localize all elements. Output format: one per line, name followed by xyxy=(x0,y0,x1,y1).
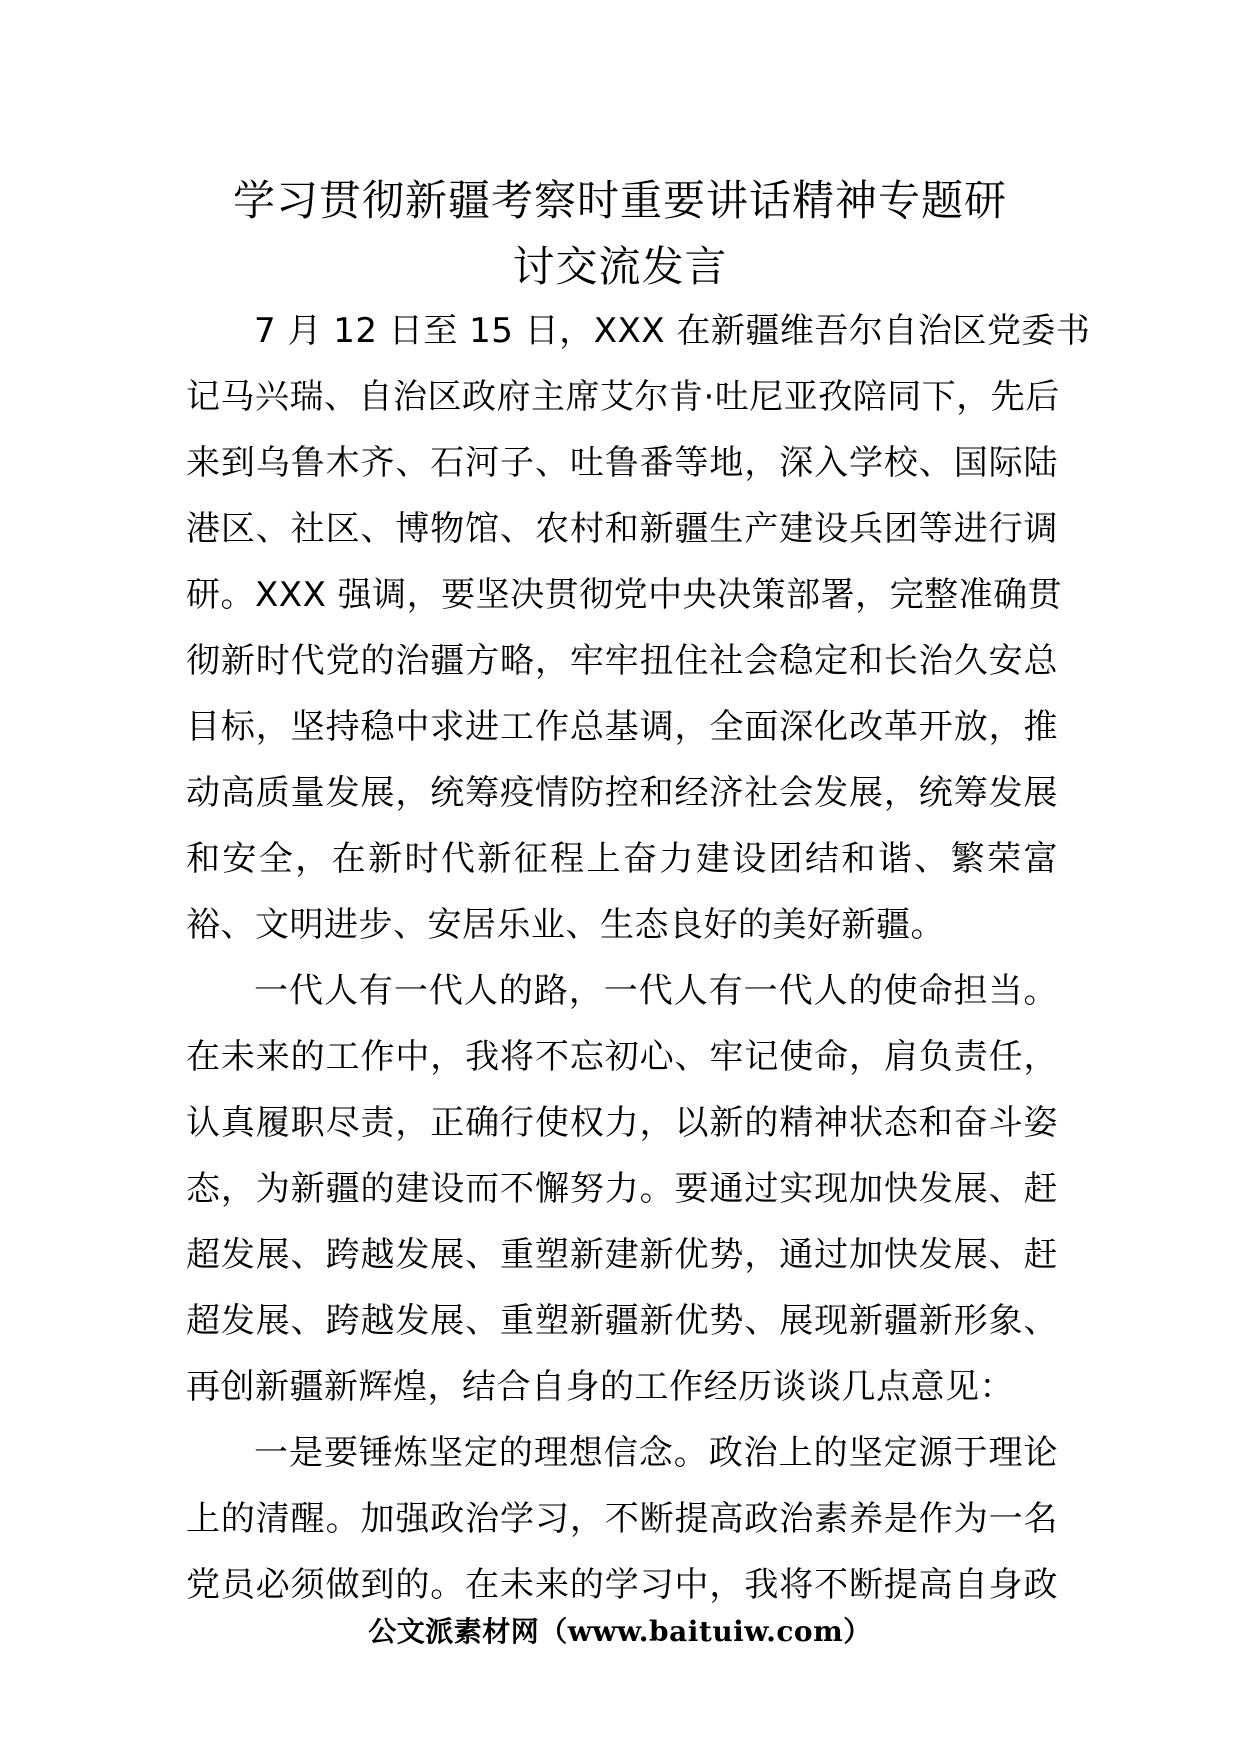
text-line: 党员必须做到的。在未来的学习中，我将不断提高自身政 xyxy=(186,1565,1058,1605)
text-line: 在未来的工作中，我将不忘初心、牢记使命，肩负责任， xyxy=(186,1037,1058,1077)
paragraph-3 xyxy=(186,1420,1058,1618)
footer-watermark: 公文派素材网（www.baituiw.com） xyxy=(368,1615,872,1648)
text-line: 彻新时代党的治疆方略，牢牢扭住社会稳定和长治久安总 xyxy=(186,641,1058,681)
text-line: 再创新疆新辉煌，结合自身的工作经历谈谈几点意见： xyxy=(186,1367,1014,1407)
text-line: 一是要锤炼坚定的理想信念。政治上的坚定源于理论 xyxy=(254,1433,1058,1473)
title-line-1: 学习贯彻新疆考察时重要讲话精神专题研 xyxy=(232,176,1007,225)
text-line: 目标，坚持稳中求进工作总基调，全面深化改革开放，推 xyxy=(186,707,1058,747)
text-line: 上的清醒。加强政治学习，不断提高政治素养是作为一名 xyxy=(186,1499,1058,1539)
document-body xyxy=(186,298,1091,1618)
title-line-2: 讨交流发言 xyxy=(512,242,728,291)
text-line: 认真履职尽责，正确行使权力，以新的精神状态和奋斗姿 xyxy=(186,1103,1058,1143)
paragraph-2 xyxy=(186,958,1058,1420)
text-line: 和安全，在新时代新征程上奋力建设团结和谐、繁荣富 xyxy=(186,839,1058,879)
text-line: 态，为新疆的建设而不懈努力。要通过实现加快发展、赶 xyxy=(186,1169,1058,1209)
text-line: 记马兴瑞、自治区政府主席艾尔肯·吐尼亚孜陪同下，先后 xyxy=(186,377,1060,417)
text-line: 来到乌鲁木齐、石河子、吐鲁番等地，深入学校、国际陆 xyxy=(186,443,1058,483)
text-line: 裕、文明进步、安居乐业、生态良好的美好新疆。 xyxy=(186,905,945,945)
text-line: 一代人有一代人的路，一代人有一代人的使命担当。 xyxy=(254,971,1058,1011)
text-line: 港区、社区、博物馆、农村和新疆生产建设兵团等进行调 xyxy=(186,509,1058,549)
text-line: 7 月 12 日至 15 日，XXX 在新疆维吾尔自治区党委书 xyxy=(254,311,1091,351)
text-line: 研。XXX 强调，要坚决贯彻党中央决策部署，完整准确贯 xyxy=(186,575,1063,615)
text-line: 动高质量发展，统筹疫情防控和经济社会发展，统筹发展 xyxy=(186,773,1058,813)
document-title xyxy=(150,168,1090,300)
text-line: 超发展、跨越发展、重塑新建新优势，通过加快发展、赶 xyxy=(186,1235,1058,1275)
text-line: 超发展、跨越发展、重塑新疆新优势、展现新疆新形象、 xyxy=(186,1301,1058,1341)
paragraph-1 xyxy=(186,298,1091,958)
